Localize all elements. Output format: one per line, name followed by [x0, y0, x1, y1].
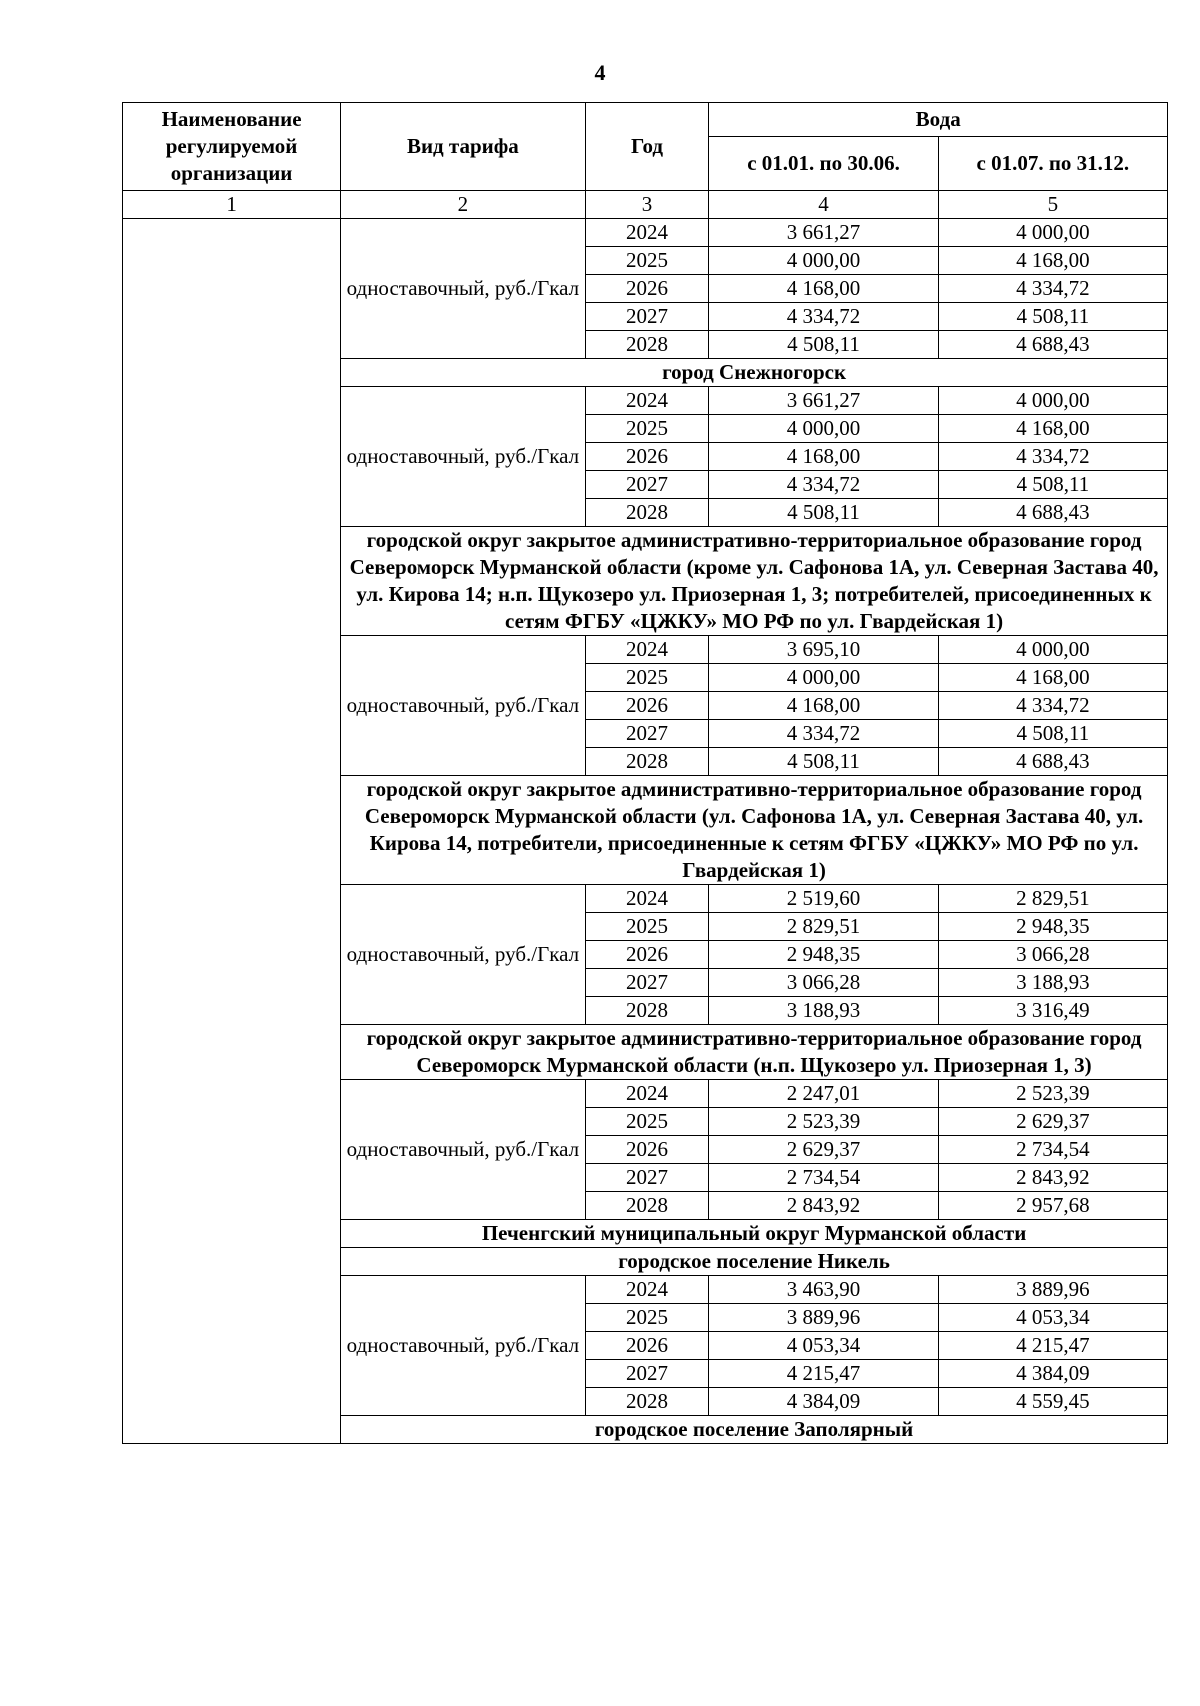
rate-second-half-cell: 4 334,72: [938, 692, 1167, 720]
rate-first-half-cell: 3 066,28: [709, 969, 938, 997]
rate-second-half-cell: 2 734,54: [938, 1136, 1167, 1164]
rate-second-half-cell: 2 629,37: [938, 1108, 1167, 1136]
rate-second-half-cell: 4 168,00: [938, 415, 1167, 443]
year-cell: 2027: [585, 720, 709, 748]
rate-second-half-cell: 4 334,72: [938, 275, 1167, 303]
column-number: 2: [341, 191, 586, 219]
column-number: 4: [709, 191, 938, 219]
year-cell: 2024: [585, 219, 709, 247]
year-cell: 2024: [585, 1276, 709, 1304]
column-number: 1: [123, 191, 341, 219]
year-cell: 2028: [585, 331, 709, 359]
district-title: Печенгский муниципальный округ Мурманской области: [341, 1220, 1168, 1248]
rate-second-half-cell: 4 688,43: [938, 499, 1167, 527]
rate-second-half-cell: 4 508,11: [938, 720, 1167, 748]
rate-second-half-cell: 4 508,11: [938, 471, 1167, 499]
year-cell: 2027: [585, 1164, 709, 1192]
rate-second-half-cell: 4 384,09: [938, 1360, 1167, 1388]
section-title: городской округ закрытое административно-территориальное образование город Североморск Мурманской области (кроме ул. Сафонова 1А, ул. Северная Застава 40, ул. Кирова 14; н.п. Щукозеро ул. Приозерная 1, 3; потребителей, присоединенных к сетям ФГБУ «ЦЖКУ» МО РФ по ул. Гвардейская 1): [341, 527, 1168, 636]
year-cell: 2028: [585, 997, 709, 1025]
year-cell: 2026: [585, 1136, 709, 1164]
rate-first-half-cell: 4 053,34: [709, 1332, 938, 1360]
tariff-type-cell: одноставочный, руб./Гкал: [341, 1080, 586, 1220]
rate-first-half-cell: 2 629,37: [709, 1136, 938, 1164]
year-cell: 2026: [585, 941, 709, 969]
settlement-title: городское поселение Заполярный: [341, 1416, 1168, 1444]
rate-second-half-cell: 2 957,68: [938, 1192, 1167, 1220]
page-number: 4: [594, 60, 606, 85]
rate-first-half-cell: 2 247,01: [709, 1080, 938, 1108]
tariff-type-cell: одноставочный, руб./Гкал: [341, 219, 586, 359]
header-year: Год: [585, 103, 709, 191]
rate-first-half-cell: 4 334,72: [709, 303, 938, 331]
rate-first-half-cell: 3 188,93: [709, 997, 938, 1025]
rate-second-half-cell: 4 168,00: [938, 247, 1167, 275]
year-cell: 2028: [585, 499, 709, 527]
rate-second-half-cell: 4 688,43: [938, 748, 1167, 776]
rate-second-half-cell: 4 000,00: [938, 387, 1167, 415]
section-title: городской округ закрытое административно-территориальное образование город Североморск Мурманской области (ул. Сафонова 1А, ул. Северная Застава 40, ул. Кирова 14, потребители, присоединенные к сетям ФГБУ «ЦЖКУ» МО РФ по ул. Гвардейская 1): [341, 776, 1168, 885]
rate-second-half-cell: 4 000,00: [938, 636, 1167, 664]
year-cell: 2028: [585, 1388, 709, 1416]
rate-first-half-cell: 4 334,72: [709, 720, 938, 748]
year-cell: 2026: [585, 692, 709, 720]
rate-first-half-cell: 3 463,90: [709, 1276, 938, 1304]
year-cell: 2025: [585, 664, 709, 692]
rate-second-half-cell: 2 843,92: [938, 1164, 1167, 1192]
tariff-type-cell: одноставочный, руб./Гкал: [341, 885, 586, 1025]
rate-first-half-cell: 3 661,27: [709, 387, 938, 415]
rate-first-half-cell: 4 508,11: [709, 748, 938, 776]
year-cell: 2024: [585, 387, 709, 415]
rate-second-half-cell: 4 168,00: [938, 664, 1167, 692]
year-cell: 2025: [585, 1108, 709, 1136]
header-tariff-type: Вид тарифа: [341, 103, 586, 191]
rate-second-half-cell: 4 000,00: [938, 219, 1167, 247]
rate-second-half-cell: 4 215,47: [938, 1332, 1167, 1360]
table-row: [123, 219, 1168, 247]
rate-second-half-cell: 3 889,96: [938, 1276, 1167, 1304]
rate-first-half-cell: 4 168,00: [709, 443, 938, 471]
rate-first-half-cell: 4 384,09: [709, 1388, 938, 1416]
rate-first-half-cell: 2 843,92: [709, 1192, 938, 1220]
settlement-title: городское поселение Никель: [341, 1248, 1168, 1276]
rate-first-half-cell: 4 168,00: [709, 692, 938, 720]
year-cell: 2027: [585, 969, 709, 997]
rate-first-half-cell: 4 000,00: [709, 664, 938, 692]
rate-first-half-cell: 2 519,60: [709, 885, 938, 913]
year-cell: 2025: [585, 247, 709, 275]
rate-first-half-cell: 2 734,54: [709, 1164, 938, 1192]
rate-first-half-cell: 4 000,00: [709, 415, 938, 443]
rate-first-half-cell: 4 508,11: [709, 331, 938, 359]
rate-first-half-cell: 4 334,72: [709, 471, 938, 499]
year-cell: 2026: [585, 443, 709, 471]
year-cell: 2024: [585, 636, 709, 664]
rate-second-half-cell: 4 334,72: [938, 443, 1167, 471]
header-water: Вода: [709, 103, 1168, 137]
rate-second-half-cell: 4 688,43: [938, 331, 1167, 359]
rate-second-half-cell: 3 066,28: [938, 941, 1167, 969]
rate-second-half-cell: 4 053,34: [938, 1304, 1167, 1332]
year-cell: 2027: [585, 471, 709, 499]
section-title: город Снежногорск: [341, 359, 1168, 387]
year-cell: 2025: [585, 415, 709, 443]
year-cell: 2026: [585, 275, 709, 303]
tariff-type-cell: одноставочный, руб./Гкал: [341, 636, 586, 776]
organization-name-cell: [123, 219, 341, 1444]
rate-first-half-cell: 2 829,51: [709, 913, 938, 941]
rate-first-half-cell: 3 661,27: [709, 219, 938, 247]
rate-first-half-cell: 4 000,00: [709, 247, 938, 275]
year-cell: 2028: [585, 1192, 709, 1220]
rate-first-half-cell: 4 168,00: [709, 275, 938, 303]
rate-first-half-cell: 3 695,10: [709, 636, 938, 664]
year-cell: 2025: [585, 1304, 709, 1332]
rate-first-half-cell: 4 508,11: [709, 499, 938, 527]
year-cell: 2024: [585, 1080, 709, 1108]
section-title: городской округ закрытое административно-территориальное образование город Североморск Мурманской области (н.п. Щукозеро ул. Приозерная 1, 3): [341, 1025, 1168, 1080]
year-cell: 2027: [585, 1360, 709, 1388]
column-number: 3: [585, 191, 709, 219]
rate-first-half-cell: 2 948,35: [709, 941, 938, 969]
rate-second-half-cell: 2 829,51: [938, 885, 1167, 913]
rate-second-half-cell: 3 316,49: [938, 997, 1167, 1025]
rate-second-half-cell: 4 559,45: [938, 1388, 1167, 1416]
header-period-1: с 01.01. по 30.06.: [709, 137, 938, 191]
header-period-2: с 01.07. по 31.12.: [938, 137, 1167, 191]
rate-first-half-cell: 4 215,47: [709, 1360, 938, 1388]
tariff-type-cell: одноставочный, руб./Гкал: [341, 387, 586, 527]
tariff-type-cell: одноставочный, руб./Гкал: [341, 1276, 586, 1416]
rate-second-half-cell: 2 523,39: [938, 1080, 1167, 1108]
tariff-table: [122, 102, 1168, 1444]
year-cell: 2028: [585, 748, 709, 776]
rate-first-half-cell: 2 523,39: [709, 1108, 938, 1136]
year-cell: 2026: [585, 1332, 709, 1360]
year-cell: 2027: [585, 303, 709, 331]
year-cell: 2025: [585, 913, 709, 941]
year-cell: 2024: [585, 885, 709, 913]
rate-second-half-cell: 3 188,93: [938, 969, 1167, 997]
rate-second-half-cell: 2 948,35: [938, 913, 1167, 941]
column-number: 5: [938, 191, 1167, 219]
rate-first-half-cell: 3 889,96: [709, 1304, 938, 1332]
header-org-name: Наименование регулируемой организации: [123, 103, 341, 191]
rate-second-half-cell: 4 508,11: [938, 303, 1167, 331]
